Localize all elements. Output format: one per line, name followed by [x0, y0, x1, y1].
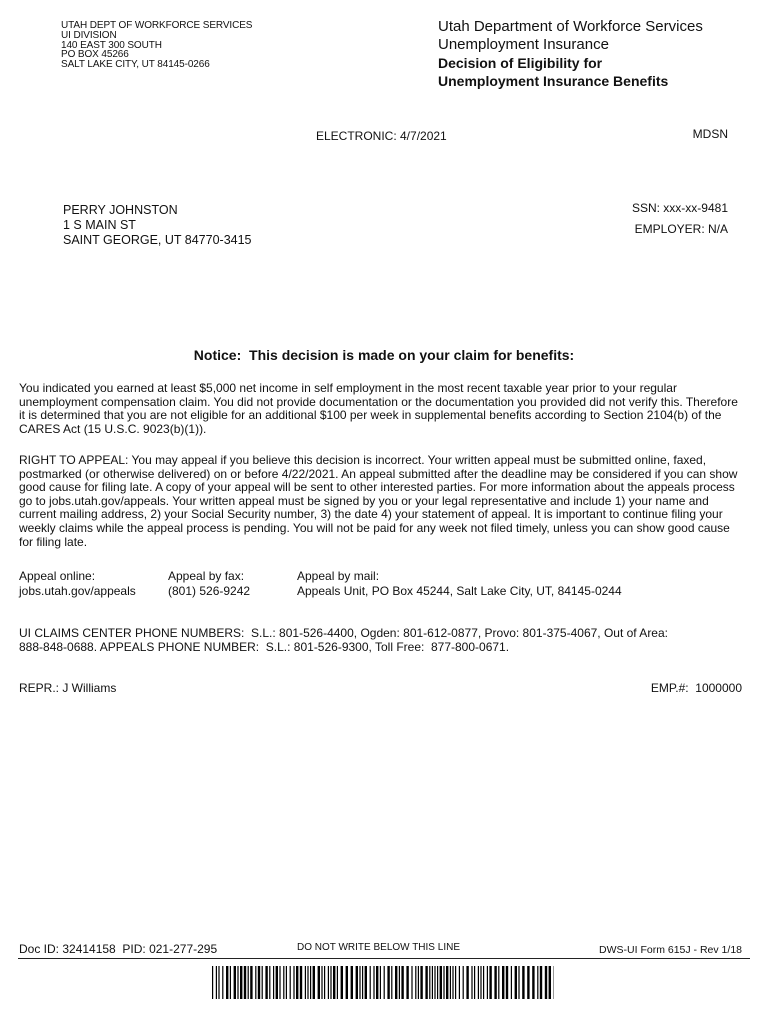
employer-number: EMP.#: 1000000 [650, 681, 742, 695]
return-address-line: 140 EAST 300 SOUTH [61, 39, 162, 51]
appeal-mail-label: Appeal by mail: [297, 569, 380, 583]
phone-numbers-line1: UI CLAIMS CENTER PHONE NUMBERS: S.L.: 801-526-4400, Ogden: 801-612-0877, Provo: 801-375-4067, Out of Area: [19, 626, 668, 640]
appeal-online-link[interactable]: jobs.utah.gov/appeals [19, 584, 136, 598]
electronic-date: ELECTRONIC: 4/7/2021 [316, 129, 447, 143]
form-id: DWS-UI Form 615J - Rev 1/18 [599, 944, 742, 956]
return-address-line: UTAH DEPT OF WORKFORCE SERVICES [61, 20, 253, 31]
appeal-options [19, 569, 759, 599]
appeal-fax-number: (801) 526-9242 [168, 584, 251, 598]
decision-paragraph: You indicated you earned at least $5,000 net income in self employment in the most recent taxable year prior to your regular unemployment compensation claim. You did not provide documentation or the documentation you provided did not verify this. Therefore it is determined that you are not eligible for an additional $100 per week in supplemental benefits according to Section 2104(b) of the CARES Act (15 U.S.C. 9023(b)(1)). [19, 381, 738, 436]
appeal-fax-label: Appeal by fax: [168, 569, 245, 583]
mdsn-code: MDSN [692, 127, 728, 141]
barcode [212, 966, 554, 999]
claim-identifiers [632, 198, 728, 240]
return-address-line: SALT LAKE CITY, UT 84145-0266 [61, 59, 210, 71]
representative: REPR.: J Williams [19, 681, 117, 695]
appeal-online-label: Appeal online: [19, 569, 96, 583]
footer-divider [18, 958, 750, 959]
appeal-mail-address: Appeals Unit, PO Box 45244, Salt Lake City, UT, 84145-0244 [297, 584, 622, 598]
employer: EMPLOYER: N/A [634, 222, 728, 236]
do-not-write-notice: DO NOT WRITE BELOW THIS LINE [297, 942, 460, 953]
ssn: SSN: xxx-xx-9481 [631, 201, 728, 215]
claimant-address [63, 203, 252, 248]
return-address-line: UI DIVISION [61, 29, 117, 41]
document-header [438, 18, 703, 90]
return-address [61, 21, 252, 70]
phone-numbers-line2: 888-848-0688. APPEALS PHONE NUMBER: S.L.: 801-526-9300, Toll Free: 877-800-0671. [19, 639, 510, 654]
program-name: Unemployment Insurance [438, 36, 609, 53]
appeal-rights-paragraph: RIGHT TO APPEAL: You may appeal if you believe this decision is incorrect. Your written appeal must be submitted online, faxed, postmarked (or otherwise delivered) on or before 4/22/2021. An appeal submitted after the deadline may be considered if you can show good cause for filing late. A copy of your appeal will be sent to other interested parties. For more information about the appeals process go to jobs.utah.gov/appeals. Your written appeal must be signed by you or your legal representative and include 1) your name and current mailing address, 2) your Social Security number, 3) the date 4) your statement of appeal. It is important to continue filing your weekly claims while the appeal process is pending. You will not be paid for any week not filed timely, unless you can show good cause for filing late. [19, 453, 738, 549]
notice-title: Notice: This decision is made on your claim for benefits: [193, 347, 575, 363]
claimant-street: 1 S MAIN ST [63, 218, 136, 232]
claimant-city: SAINT GEORGE, UT 84770-3415 [63, 233, 252, 247]
return-address-line: PO BOX 45266 [61, 49, 129, 61]
document-title-line2: Unemployment Insurance Benefits [438, 73, 669, 89]
document-title: Decision of Eligibility for [438, 55, 603, 71]
agency-name: Utah Department of Workforce Services [438, 18, 703, 35]
claimant-name: PERRY JOHNSTON [63, 203, 178, 217]
doc-id: Doc ID: 32414158 PID: 021-277-295 [19, 942, 218, 956]
phone-numbers [19, 627, 745, 654]
